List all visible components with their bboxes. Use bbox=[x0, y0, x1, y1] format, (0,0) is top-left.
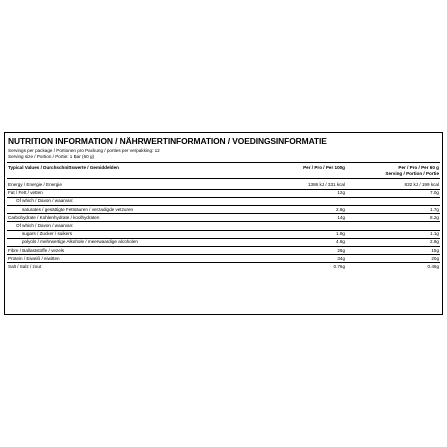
nutrient-row bbox=[5, 182, 442, 188]
nutrient-row bbox=[5, 248, 442, 254]
nutrient-row bbox=[5, 190, 442, 196]
nutrient-row bbox=[5, 215, 442, 221]
value-per-100g: 2.8g bbox=[336, 206, 345, 212]
divider-header bbox=[7, 178, 440, 179]
value-per-serving: 832 kJ / 199 kcal bbox=[404, 182, 439, 187]
nutrient-row bbox=[5, 198, 442, 204]
nutrient-label: Fat / Fett / vetten bbox=[8, 190, 43, 196]
serving-size: Serving size / Portion / Portie: 1 Bar (60 g) bbox=[8, 154, 95, 159]
nutrition-panel bbox=[4, 132, 443, 315]
value-per-serving: 20g bbox=[431, 255, 439, 261]
header-typical-values: Typical Values / Durchschnittswerte / Gemiddelden bbox=[8, 165, 119, 170]
value-per-100g: 1386 kJ / 331 kcal bbox=[307, 182, 345, 187]
nutrient-label: Of which / Davon / waarvan: bbox=[16, 198, 74, 204]
nutrient-row bbox=[5, 231, 442, 237]
value-per-100g: 0.76g bbox=[333, 264, 345, 269]
divider-top bbox=[7, 162, 440, 163]
nutrient-row bbox=[5, 239, 442, 245]
panel-title: NUTRITION INFORMATION / NÄHRWERTINFORMATION / VOEDINGSINFORMATIE bbox=[8, 136, 327, 146]
header-per-serving-line1: Per / Pro / Per 60 g bbox=[398, 165, 439, 170]
value-per-100g: 4.8g bbox=[336, 239, 345, 245]
nutrient-row bbox=[5, 207, 442, 213]
nutrient-label: Carbohydrate / Kohlenhydrate / koolhydraten bbox=[8, 214, 100, 220]
nutrient-label: polyols / mehrwertige Alkohole / meerwaardige alcoholen bbox=[22, 239, 138, 245]
value-per-serving: 0.46g bbox=[427, 264, 439, 269]
value-per-100g: 26g bbox=[337, 247, 345, 253]
header-per-serving-line2: Serving / Portion / Portie bbox=[385, 171, 439, 176]
nutrient-label: Energy / Energie / Energie bbox=[8, 182, 62, 187]
nutrient-label: Protein / Eiweiß / eiwitten bbox=[8, 255, 60, 261]
value-per-serving: 2.9g bbox=[430, 239, 439, 245]
value-per-100g: 1.9g bbox=[336, 231, 345, 237]
servings-per-package: Servings per package / Portionen pro Packung / porties per verpakking: 12 bbox=[8, 148, 160, 153]
nutrient-label: Of which / Davon / waarvan: bbox=[16, 223, 74, 228]
nutrient-row bbox=[5, 264, 442, 270]
value-per-100g: 34g bbox=[337, 255, 345, 261]
value-per-100g: 14g bbox=[337, 214, 345, 220]
nutrient-label: Salt / Salz / zout bbox=[8, 264, 42, 269]
nutrient-row bbox=[5, 256, 442, 262]
value-per-serving: 1.1g bbox=[430, 231, 439, 237]
value-per-100g: 12g bbox=[337, 190, 345, 196]
nutrient-row bbox=[5, 223, 442, 229]
header-per-100g: Per / Pro / Per 100g bbox=[303, 165, 345, 170]
nutrient-label: sugars / Zucker / suikers bbox=[22, 231, 73, 237]
nutrient-label: Fibre / Ballaststoffe / vezels bbox=[8, 247, 65, 253]
nutrient-label: saturates / gesättigte Fettsäuren / verzadigde vetzuren bbox=[22, 206, 134, 212]
value-per-serving: 7.0g bbox=[430, 190, 439, 196]
value-per-serving: 8.2g bbox=[430, 214, 439, 220]
value-per-serving: 1.7g bbox=[430, 206, 439, 212]
value-per-serving: 15g bbox=[431, 247, 439, 253]
